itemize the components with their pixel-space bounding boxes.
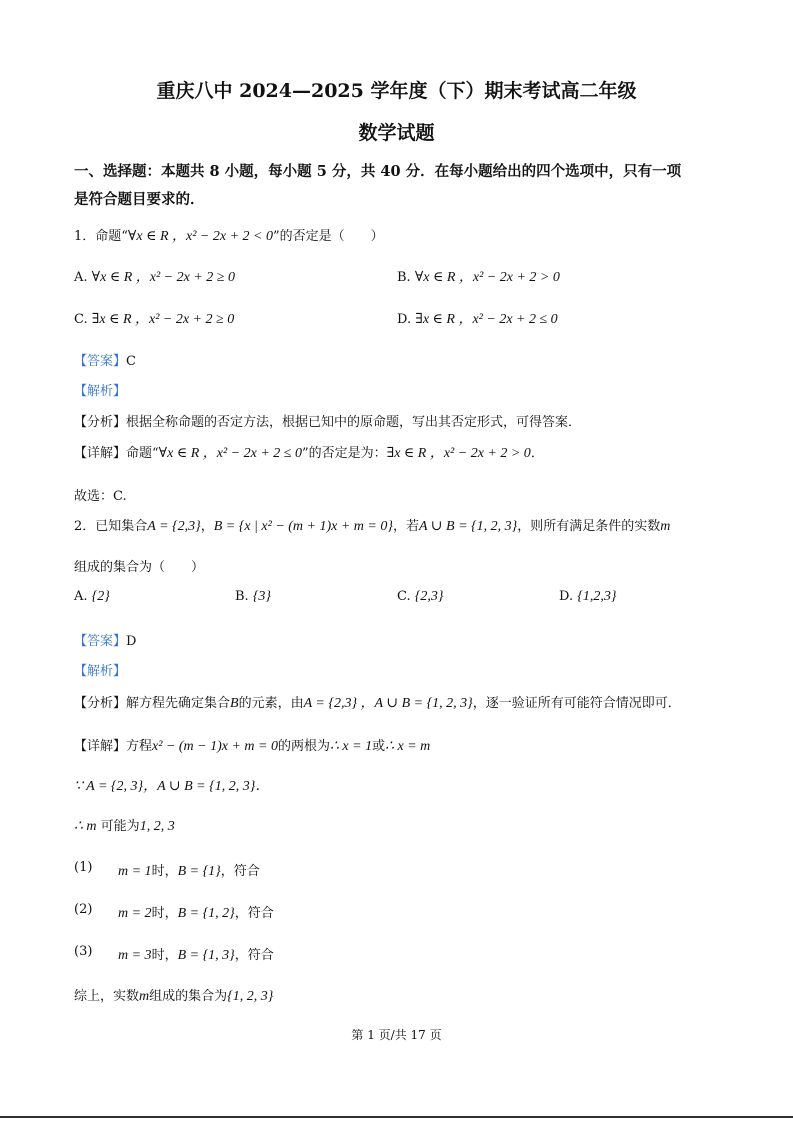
q1-stem-suffix: ”的否定是（ ）: [272, 229, 384, 244]
q2-fenxi-mid: 的元素，由: [238, 696, 304, 711]
q1-xiangjie: [74, 442, 544, 462]
q2-case-2-tail: ，符合: [234, 906, 274, 921]
q2-option-c-label: C.: [397, 589, 411, 604]
q2-or-text: 或: [372, 739, 386, 754]
q2-fenxi-tag: 【分析】: [74, 696, 127, 711]
bottom-divider: [0, 1116, 793, 1118]
q2-possible-prefix: ∴ m: [74, 819, 97, 834]
q2-answer: [74, 630, 136, 649]
q1-conclusion: 故选：C.: [74, 489, 127, 504]
q1-option-d-math: ∃x ∈ R ，x² − 2x + 2 ≤ 0: [415, 312, 558, 327]
q1-stem: [74, 225, 384, 245]
q1-stem-prefix: 1．命题“: [74, 229, 128, 244]
q1-analysis-tag: 【解析】: [74, 384, 127, 399]
q1-xiangjie-end: ．: [530, 446, 544, 461]
q2-option-c-math: {2,3}: [414, 589, 444, 604]
q2-case-3: [118, 944, 274, 964]
q2-set-b: B = {x | x² − (m + 1)x + m = 0}: [213, 519, 393, 534]
q2-possible-text: 可能为: [100, 819, 140, 834]
q2-case-2-num: (2): [74, 902, 93, 917]
page-number: 第 1 页/共 17 页: [351, 1028, 442, 1042]
q2-possible-values: 1, 2, 3: [139, 819, 175, 834]
q2-fenxi-suffix: ，逐一验证所有可能符合情况即可．: [472, 696, 681, 711]
q2-option-a: [74, 589, 110, 605]
q2-case-2: [118, 902, 274, 922]
q2-case-2-set: B = {1, 2}: [177, 906, 235, 921]
q2-stem-line2: 组成的集合为（ ）: [74, 560, 205, 575]
q1-option-d-label: D.: [397, 312, 412, 327]
q2-case-1: [118, 860, 260, 880]
q1-answer-tag: 【答案】: [74, 354, 127, 369]
q1-option-a-math: ∀x ∈ R ，x² − 2x + 2 ≥ 0: [91, 270, 235, 285]
q2-case-2-shi: 时，: [151, 906, 178, 921]
q2-union: A ∪ B = {1, 2, 3}: [418, 519, 518, 534]
q2-fenxi-prefix: 解方程先确定集合: [126, 696, 231, 711]
q1-option-d: [397, 308, 558, 328]
section-heading-line1: 一、选择题：本题共 8 小题，每小题 5 分，共 40 分．在每小题给出的四个选项中，只有一项: [74, 163, 682, 180]
q2-fenxi: [74, 692, 681, 712]
q2-case-3-num: (3): [74, 944, 93, 959]
q2-analysis-tag: 【解析】: [74, 664, 127, 679]
q1-xiangjie-tag: 【详解】: [74, 446, 127, 461]
q2-summary-prefix: 综上，实数: [74, 989, 140, 1004]
q2-option-b-label: B.: [235, 589, 249, 604]
q1-option-a-label: A.: [74, 270, 88, 285]
q2-xiangjie: [74, 735, 430, 755]
q2-comma: ，: [200, 519, 214, 534]
q2-option-d-label: D.: [559, 589, 574, 604]
q2-case-1-tail: ，符合: [220, 864, 260, 879]
q1-xiangjie-math1: ∀x ∈ R ，x² − 2x + 2 ≤ 0: [158, 446, 302, 461]
q1-xiangjie-mid: ”的否定是为：: [301, 446, 387, 461]
q2-xiangjie-tag: 【详解】: [74, 739, 127, 754]
q1-option-b: [397, 266, 560, 286]
q1-option-a: [74, 266, 235, 286]
q1-fenxi: [74, 411, 581, 430]
q2-because-line: ∵ A = {2, 3}，A ∪ B = {1, 2, 3}．: [74, 779, 270, 794]
q2-option-d: [559, 589, 616, 605]
q2-stem-suffix: ，则所有满足条件的实数: [517, 519, 661, 534]
q2-case-1-num: (1): [74, 860, 93, 875]
q2-case-1-cond: m = 1: [118, 864, 152, 879]
q2-xiangjie-prefix: 方程: [126, 739, 153, 754]
q2-root2: ∴ x = m: [385, 739, 431, 754]
q2-summary: [74, 985, 273, 1005]
q2-set-a: A = {2,3}: [147, 519, 201, 534]
q2-option-a-label: A.: [74, 589, 88, 604]
q2-case-3-cond: m = 3: [118, 948, 152, 963]
q2-fenxi-math: A = {2,3} ，A ∪ B = {1, 2, 3}: [303, 696, 473, 711]
q1-answer: [74, 350, 136, 369]
q1-xiangjie-prefix: 命题“: [126, 446, 159, 461]
q2-answer-value: D: [126, 634, 137, 649]
q2-possible: [74, 815, 175, 835]
q2-option-b-math: {3}: [252, 589, 272, 604]
q2-summary-set: {1, 2, 3}: [227, 989, 274, 1004]
q2-option-b: [235, 589, 271, 605]
q2-root1: ∴ x = 1: [330, 739, 373, 754]
q2-var-m: m: [660, 519, 671, 534]
q2-case-3-set: B = {1, 3}: [177, 948, 235, 963]
q1-fenxi-text: 根据全称命题的否定方法，根据已知中的原命题，写出其否定形式，可得答案．: [126, 415, 582, 430]
q2-case-1-set: B = {1}: [177, 864, 221, 879]
q2-case-2-cond: m = 2: [118, 906, 152, 921]
q2-case-1-shi: 时，: [151, 864, 178, 879]
q1-option-c-math: ∃x ∈ R ，x² − 2x + 2 ≥ 0: [91, 312, 235, 327]
q1-fenxi-tag: 【分析】: [74, 415, 127, 430]
q2-option-c: [397, 589, 443, 605]
q1-option-b-label: B.: [397, 270, 411, 285]
q2-case-3-shi: 时，: [151, 948, 178, 963]
page-title: 重庆八中 2024—2025 学年度（下）期末考试高二年级: [156, 80, 637, 102]
q1-answer-value: C: [126, 354, 136, 369]
q1-option-b-math: ∀x ∈ R ，x² − 2x + 2 > 0: [414, 270, 560, 285]
subject-title: 数学试题: [358, 122, 435, 144]
q2-answer-tag: 【答案】: [74, 634, 127, 649]
q1-stem-math: ∀x ∈ R ，x² − 2x + 2 < 0: [127, 229, 273, 244]
q2-stem-prefix: 2．已知集合: [74, 519, 148, 534]
q2-case-3-tail: ，符合: [234, 948, 274, 963]
q2-equation: x² − (m − 1)x + m = 0: [152, 739, 278, 754]
q2-roots-text: 的两根为: [278, 739, 331, 754]
q1-option-c: [74, 308, 234, 328]
q2-option-d-math: {1,2,3}: [577, 589, 617, 604]
q2-fenxi-b: B: [230, 696, 239, 711]
q2-stem: [74, 515, 670, 535]
q2-option-a-math: {2}: [91, 589, 110, 604]
q2-stem-mid: ，若: [392, 519, 419, 534]
q2-summary-mid: 组成的集合为: [149, 989, 228, 1004]
q2-summary-var: m: [139, 989, 150, 1004]
section-heading-line2: 是符合题目要求的．: [74, 191, 205, 208]
q1-option-c-label: C.: [74, 312, 88, 327]
q1-xiangjie-math2: ∃x ∈ R ，x² − 2x + 2 > 0: [386, 446, 531, 461]
